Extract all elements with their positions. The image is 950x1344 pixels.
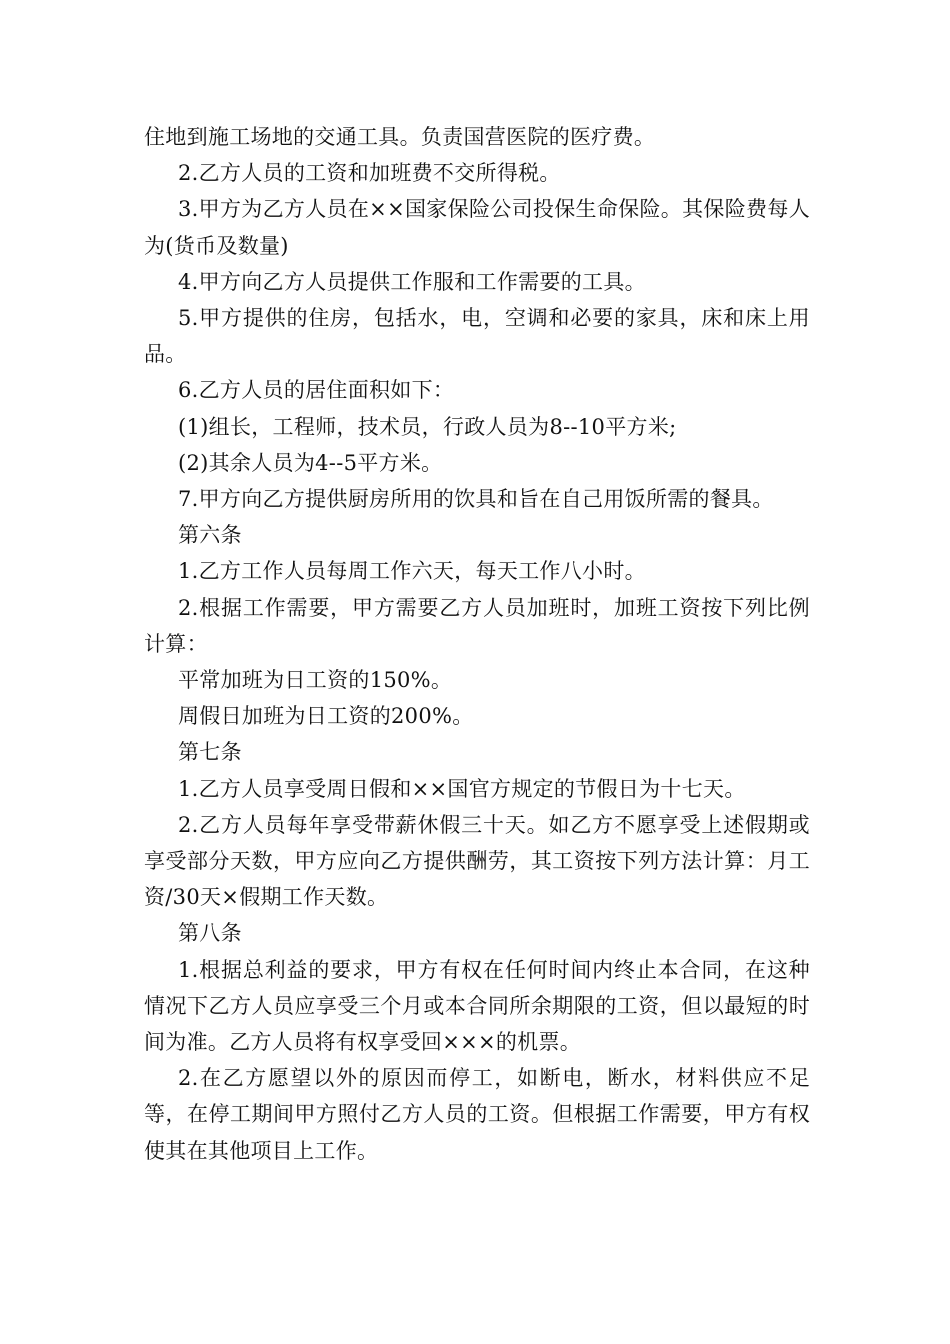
article-heading: 第七条 — [178, 740, 242, 765]
paragraph: 5.甲方提供的住房，包括水，电，空调和必要的家具，床和床上用品。 — [144, 306, 810, 367]
paragraph-continuation: 住地到施工场地的交通工具。负责国营医院的医疗费。 — [144, 125, 656, 149]
article-heading: 第六条 — [178, 523, 242, 548]
article-heading: 第八条 — [178, 921, 242, 946]
paragraph: 1.根据总利益的要求，甲方有权在任何时间内终止本合同，在这种情况下乙方人员应享受三个月或本合同所余期限的工资，但以最短的时间为准。乙方人员将有权享受回×××的机票。 — [144, 957, 810, 1055]
paragraph: 4.甲方向乙方人员提供工作服和工作需要的工具。 — [178, 269, 646, 294]
paragraph: 2.乙方人员每年享受带薪休假三十天。如乙方不愿享受上述假期或享受部分天数，甲方应向乙方提供酬劳，其工资按下列方法计算：月工资/30天×假期工作天数。 — [144, 812, 810, 910]
paragraph: 平常加班为日工资的150%。 — [178, 668, 453, 693]
paragraph: 2.乙方人员的工资和加班费不交所得税。 — [178, 161, 561, 186]
paragraph: 6.乙方人员的居住面积如下： — [178, 378, 455, 403]
paragraph: (2)其余人员为4--5平方米。 — [178, 450, 443, 475]
paragraph: (1)组长，工程师，技术员，行政人员为8--10平方米; — [178, 414, 677, 439]
paragraph: 2.根据工作需要，甲方需要乙方人员加班时，加班工资按下列比例计算： — [144, 595, 810, 656]
paragraph: 7.甲方向乙方提供厨房所用的饮具和旨在自己用饭所需的餐具。 — [178, 487, 774, 512]
paragraph: 1.乙方人员享受周日假和××国官方规定的节假日为十七天。 — [178, 776, 746, 801]
document-body — [144, 119, 810, 1169]
paragraph: 1.乙方工作人员每周工作六天，每天工作八小时。 — [178, 559, 646, 584]
paragraph: 2.在乙方愿望以外的原因而停工，如断电，断水，材料供应不足等，在停工期间甲方照付乙方人员的工资。但根据工作需要，甲方有权使其在其他项目上工作。 — [144, 1066, 810, 1163]
paragraph: 3.甲方为乙方人员在××国家保险公司投保生命保险。其保险费每人为(货币及数量) — [144, 197, 810, 258]
paragraph: 周假日加班为日工资的200%。 — [178, 704, 474, 729]
